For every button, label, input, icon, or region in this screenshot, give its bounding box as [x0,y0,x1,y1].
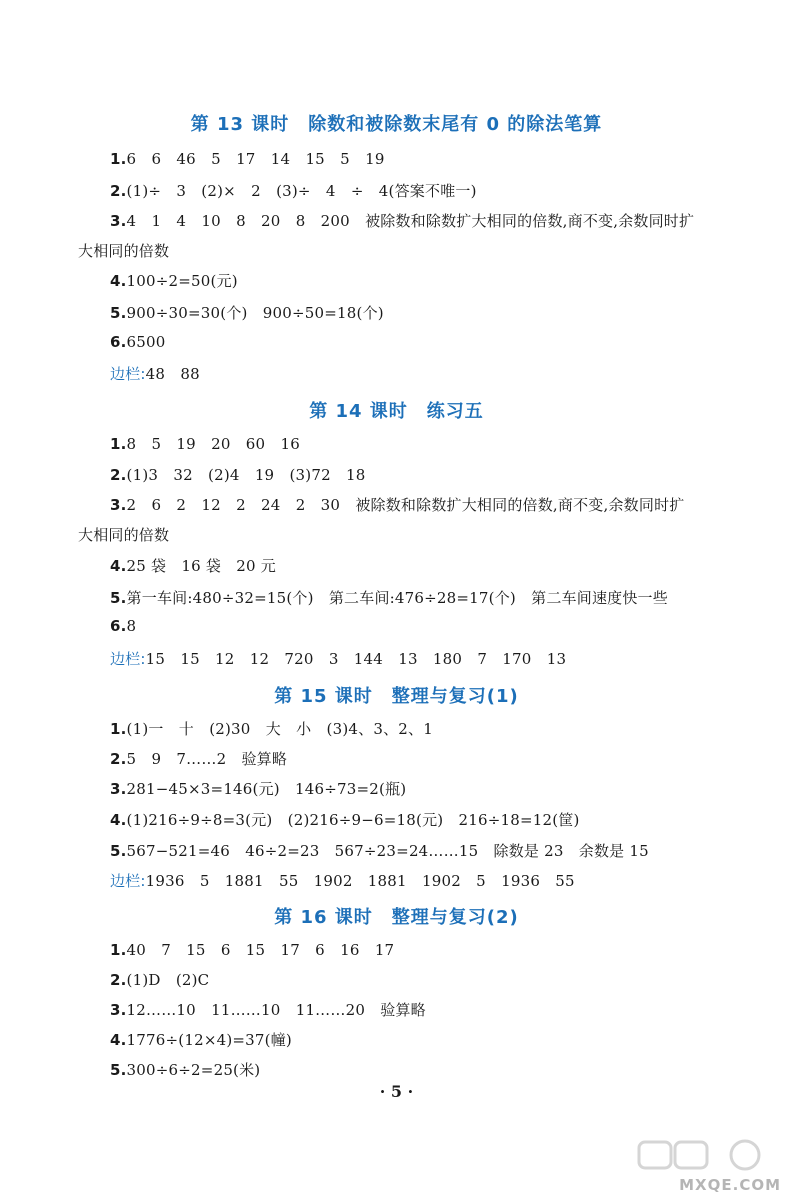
answer-line: 5.567−521=46 46÷2=23 567÷23=24……15 除数是 23 余数是 15 [110,842,649,860]
answer-line: 5.300÷6÷2=25(米) [110,1061,261,1079]
answer-line: 5.900÷30=30(个) 900÷50=18(个) [110,304,384,322]
answer-line: 3.2 6 2 12 2 24 2 30 被除数和除数扩大相同的倍数,商不变,余数同时扩 [110,496,685,514]
answer-line: 2.5 9 7……2 验算略 [110,750,288,768]
sidebar-answers: 边栏:48 88 [110,365,200,383]
answer-line: 2.(1)÷ 3 (2)× 2 (3)÷ 4 ÷ 4(答案不唯一) [110,182,477,200]
answer-line: 1.8 5 19 20 60 16 [110,435,300,453]
answer-line: 3.4 1 4 10 8 20 8 200 被除数和除数扩大相同的倍数,商不变,余数同时扩 [110,212,695,230]
watermark-text: MXQE.COM [679,1176,781,1194]
answer-line: 3.281−45×3=146(元) 146÷73=2(瓶) [110,780,407,798]
answer-line: 3.12……10 11……10 11……20 验算略 [110,1001,426,1019]
section-heading-13: 第 13 课时 除数和被除数末尾有 0 的除法笔算 [190,114,603,135]
answer-line-continued: 大相同的倍数 [78,242,170,260]
sidebar-answers: 边栏:1936 5 1881 55 1902 1881 1902 5 1936 55 [110,872,575,890]
section-heading-16: 第 16 课时 整理与复习(2) [274,907,519,928]
answer-line: 2.(1)3 32 (2)4 19 (3)72 18 [110,466,366,484]
answer-line: 2.(1)D (2)C [110,971,210,989]
answer-line: 4.100÷2=50(元) [110,272,238,290]
page-number: · 5 · [379,1082,414,1101]
answer-line: 1.40 7 15 6 15 17 6 16 17 [110,941,395,959]
answer-line: 4.(1)216÷9÷8=3(元) (2)216÷9−6=18(元) 216÷18=12(筐) [110,811,580,829]
sidebar-label: 边栏: [110,365,146,383]
answer-line: 4.25 袋 16 袋 20 元 [110,557,276,575]
answer-line: 4.1776÷(12×4)=37(幢) [110,1031,292,1049]
answer-line: 5.第一车间:480÷32=15(个) 第二车间:476÷28=17(个) 第二车间速度快一些 [110,589,668,607]
answer-line-continued: 大相同的倍数 [78,526,170,544]
sidebar-label: 边栏: [110,872,146,890]
section-heading-14: 第 14 课时 练习五 [309,401,484,422]
answer-line: 1.6 6 46 5 17 14 15 5 19 [110,150,385,168]
answer-line: 1.(1)一 十 (2)30 大 小 (3)4、3、2、1 [110,720,433,738]
section-heading-15: 第 15 课时 整理与复习(1) [274,686,519,707]
answer-line: 6.6500 [110,333,166,351]
sidebar-answers: 边栏:15 15 12 12 720 3 144 13 180 7 170 13 [110,650,567,668]
answer-line: 6.8 [110,617,137,635]
sidebar-label: 边栏: [110,650,146,668]
